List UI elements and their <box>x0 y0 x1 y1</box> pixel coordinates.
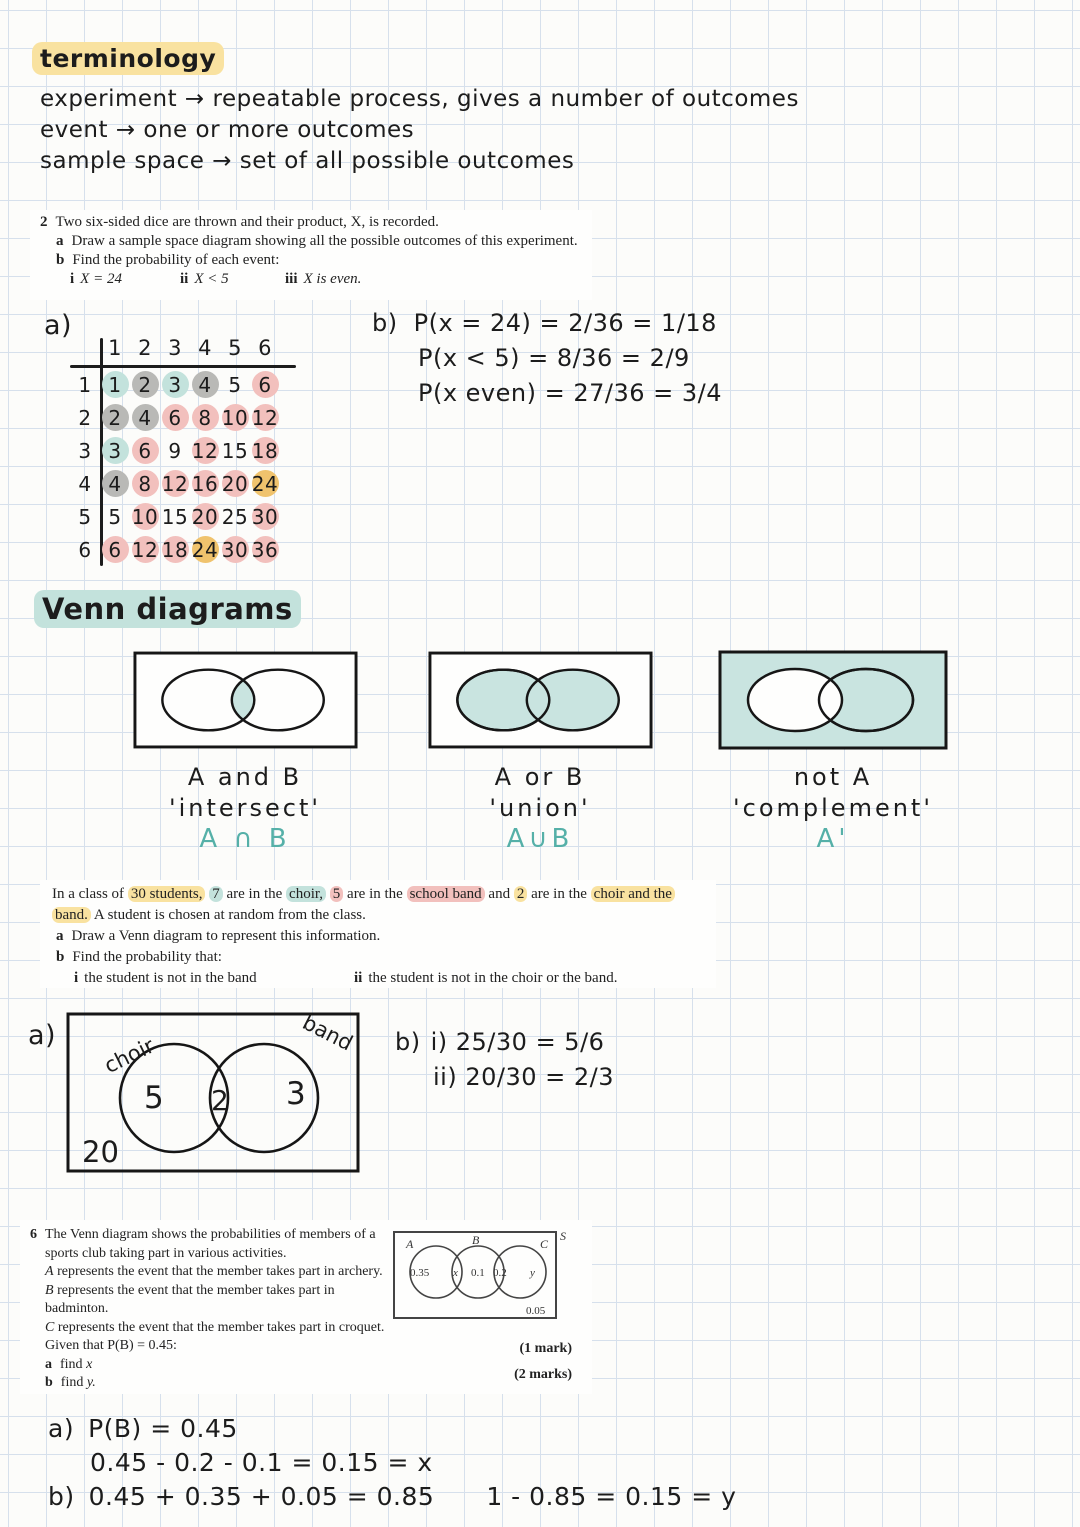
svg-text:y: y <box>530 1267 535 1279</box>
subpart-i-text: X = 24 <box>80 271 122 287</box>
class-part-b <box>52 947 704 968</box>
band-only-count: 3 <box>286 1076 306 1112</box>
svg-text:C: C <box>540 1237 549 1251</box>
cell-value: 12 <box>161 471 189 496</box>
terminology-heading <box>32 44 224 73</box>
cell-value: 8 <box>198 405 212 430</box>
prob-x-24: P(x = 24) = 2/36 = 1/18 <box>413 309 717 337</box>
symbol-complement: A' <box>816 824 850 854</box>
table-col-header: 6 <box>258 336 272 360</box>
table-cell <box>190 467 220 500</box>
table-cell <box>250 401 280 434</box>
answers-b <box>372 306 722 411</box>
q6-part-a <box>30 1356 402 1375</box>
caption-intersect: 'intersect' <box>169 794 321 822</box>
table-col-header: 2 <box>138 336 152 360</box>
subpart-ii-text: X < 5 <box>194 271 229 287</box>
outside-count: 20 <box>82 1135 119 1169</box>
sample-space-table <box>70 368 280 566</box>
q6-statement-a-text: represents the event that the member takes part in archery. <box>53 1264 383 1279</box>
table-cell <box>250 434 280 467</box>
choir-only-count: 5 <box>144 1080 164 1116</box>
q6-statement-b-text: represents the event that the member takes part in <box>53 1282 335 1298</box>
cell-value: 1 <box>108 372 122 397</box>
table-cell <box>130 434 160 467</box>
symbol-intersection: A ∩ B <box>199 824 291 854</box>
table-cell <box>130 500 160 533</box>
table-cell <box>220 368 250 401</box>
question-6-number: 6 <box>30 1227 37 1242</box>
plain-text: are in the <box>222 886 287 902</box>
cell-value: 9 <box>168 438 182 463</box>
cell-value: 2 <box>108 405 122 430</box>
cell-value: 25 <box>221 504 249 529</box>
cell-value: 5 <box>108 504 122 529</box>
plain-text: are in the <box>527 886 591 902</box>
table-cell <box>100 500 130 533</box>
final-answers <box>48 1412 736 1514</box>
q6-intro-line2: sports club taking part in various activities. <box>45 1245 287 1261</box>
cell-value: 5 <box>228 372 242 397</box>
cell-value: 6 <box>258 372 272 397</box>
q6-statement-b <box>30 1282 402 1301</box>
venn-union-caption <box>420 762 660 855</box>
venn-intersect-caption <box>125 762 365 855</box>
note-line-event: event → one or more outcomes <box>40 117 415 143</box>
table-cell <box>100 401 130 434</box>
cell-value: 12 <box>251 405 279 430</box>
class-answers <box>395 1025 614 1095</box>
part-a-text: Draw a sample space diagram showing all the possible outcomes of this experiment. <box>71 233 578 249</box>
table-row <box>70 401 280 434</box>
table-cell <box>190 401 220 434</box>
cell-value: 6 <box>108 537 122 562</box>
cell-value: 36 <box>251 537 279 562</box>
cell-value: 2 <box>138 372 152 397</box>
class-subpart-ii <box>354 968 617 989</box>
class-part-a-text: Draw a Venn diagram to represent this information. <box>71 928 381 944</box>
table-row-header: 1 <box>78 372 92 397</box>
table-cell <box>220 467 250 500</box>
cell-value: 10 <box>131 504 159 529</box>
table-cell <box>220 500 250 533</box>
q6-part-a-label: a <box>45 1356 52 1372</box>
cell-value: 4 <box>108 471 122 496</box>
table-row <box>70 467 280 500</box>
cell-value: 6 <box>138 438 152 463</box>
terminology-heading-highlight: terminology <box>32 42 224 75</box>
q6-statement-c-text: represents the event that the member takes part in croquet. <box>54 1319 385 1335</box>
part-a-label: a <box>56 233 64 249</box>
table-cell <box>190 434 220 467</box>
final-a-pb: P(B) = 0.45 <box>88 1414 238 1443</box>
cell-value: 4 <box>198 372 212 397</box>
cell-value: 24 <box>191 537 219 562</box>
table-cell <box>250 467 280 500</box>
class-answer-i <box>395 1025 614 1060</box>
table-cell <box>190 500 220 533</box>
question-2-part-b <box>40 251 582 270</box>
cell-value: 16 <box>191 471 219 496</box>
venn-heading-highlight: Venn diagrams <box>34 590 301 628</box>
highlighted-text-yellow: 30 students, <box>128 886 206 902</box>
plain-text: In a class of <box>52 886 128 902</box>
venn-answer-label: a) <box>28 1020 57 1051</box>
cell-value: 6 <box>168 405 182 430</box>
question-2-part-a <box>40 232 582 251</box>
final-answer-b-line <box>48 1480 736 1514</box>
subpart-i <box>70 270 180 289</box>
cell-value: 30 <box>251 504 279 529</box>
q6-part-a-text: find x <box>60 1356 93 1372</box>
caption-union: 'union' <box>489 794 591 822</box>
q6-part-b-label: b <box>45 1375 53 1390</box>
table-row <box>70 500 280 533</box>
question-2-subparts <box>40 270 582 289</box>
cell-value: 12 <box>131 537 159 562</box>
table-row <box>70 533 280 566</box>
plain-text: and <box>484 886 514 902</box>
q6-marks-a: (1 mark) <box>519 1341 572 1356</box>
subpart-ii <box>180 270 285 289</box>
q6-intro-row <box>30 1226 402 1245</box>
class-answers-label: b) <box>395 1028 421 1056</box>
table-col-header: 1 <box>108 336 122 360</box>
final-a-label: a) <box>48 1414 75 1443</box>
q6-given: Given that P(B) = 0.45: <box>45 1338 177 1353</box>
table-cell <box>250 533 280 566</box>
note-line-sample-space: sample space → set of all possible outcomes <box>40 148 575 174</box>
venn-complement-caption <box>713 762 953 855</box>
cell-value: 4 <box>138 405 152 430</box>
symbol-union: A∪B <box>506 824 574 854</box>
svg-text:S: S <box>560 1229 566 1243</box>
question-2-intro: Two six-sided dice are thrown and their product, X, is recorded. <box>55 214 439 230</box>
table-cell <box>190 368 220 401</box>
final-answer-a-line2: 0.45 - 0.2 - 0.1 = 0.15 = x <box>90 1448 433 1477</box>
q6-statement-b2 <box>30 1300 402 1319</box>
class-part-a <box>52 926 704 947</box>
table-cell <box>160 500 190 533</box>
table-cell <box>100 467 130 500</box>
venn-intersect-diagram <box>133 650 358 750</box>
note-line-experiment: experiment → repeatable process, gives a number of outcomes <box>40 86 799 112</box>
class-subpart-i <box>74 968 354 989</box>
table-row <box>70 434 280 467</box>
choir-and-band-count: 2 <box>211 1084 229 1117</box>
class-subpart-ii-label: ii <box>354 970 363 986</box>
prob-x-even: P(x even) = 27/36 = 3/4 <box>418 379 722 407</box>
class-question-snippet <box>40 880 716 988</box>
caption-a-or-b: A or B <box>494 763 586 791</box>
table-cell <box>160 434 190 467</box>
q6-part-b-text: find y. <box>60 1375 96 1390</box>
table-row-header: 3 <box>78 438 92 463</box>
cell-value: 30 <box>221 537 249 562</box>
q6-set-a: A <box>45 1264 54 1279</box>
cell-value: 12 <box>191 438 219 463</box>
class-part-b-text: Find the probability that: <box>72 949 222 965</box>
highlighted-text-pink: school band <box>407 886 485 902</box>
answer-b-line1 <box>372 306 722 341</box>
highlighted-text-yellow: 2 <box>514 886 528 902</box>
subpart-iii-text: X is even. <box>303 271 362 287</box>
q6-intro-line1: The Venn diagram shows the probabilities of members of a <box>45 1227 376 1242</box>
answer-a-label: a) <box>44 310 73 341</box>
table-cell <box>100 533 130 566</box>
table-cell <box>220 533 250 566</box>
svg-text:B: B <box>472 1233 480 1247</box>
q6-set-c: C <box>45 1319 55 1335</box>
q6-statement-a <box>30 1263 402 1282</box>
part-b-text: Find the probability of each event: <box>72 252 280 268</box>
table-cell <box>130 401 160 434</box>
answer-b-label: b) <box>372 309 398 337</box>
table-column-headers <box>100 336 280 364</box>
cell-value: 3 <box>168 372 182 397</box>
table-cell <box>160 467 190 500</box>
terminology-notes <box>40 84 799 177</box>
table-row-header: 5 <box>78 504 92 529</box>
class-answer-i-text: i) 25/30 = 5/6 <box>430 1028 605 1056</box>
question-6-snippet <box>20 1220 592 1394</box>
class-part-a-label: a <box>56 928 64 944</box>
cell-value: 18 <box>251 438 279 463</box>
caption-a-and-b: A and B <box>187 763 303 791</box>
q6-probability-venn <box>392 1224 578 1322</box>
cell-value: 24 <box>251 471 279 496</box>
table-row-header: 4 <box>78 471 92 496</box>
table-cell <box>130 368 160 401</box>
subpart-iii <box>285 270 361 289</box>
class-question-line1 <box>52 884 704 905</box>
svg-text:0.35: 0.35 <box>410 1267 430 1279</box>
cell-value: 3 <box>108 438 122 463</box>
subpart-i-label: i <box>70 271 75 287</box>
table-cell <box>160 401 190 434</box>
cell-value: 18 <box>161 537 189 562</box>
table-cell <box>100 434 130 467</box>
class-subparts <box>52 968 704 989</box>
caption-not-a: not A <box>793 763 873 791</box>
plain-text: A student is chosen at random from the class. <box>90 907 366 923</box>
part-b-label: b <box>56 252 65 268</box>
table-row-header: 6 <box>78 537 92 562</box>
class-answer-ii: ii) 20/30 = 2/3 <box>433 1063 614 1091</box>
class-subpart-i-label: i <box>74 970 79 986</box>
q6-set-b: B <box>45 1282 54 1298</box>
table-cell <box>100 368 130 401</box>
table-cell <box>250 500 280 533</box>
table-cell <box>160 533 190 566</box>
final-b-sum: 0.45 + 0.35 + 0.05 = 0.85 <box>88 1482 435 1511</box>
q6-part-b <box>30 1374 402 1393</box>
table-col-header: 5 <box>228 336 242 360</box>
cell-value: 15 <box>221 438 249 463</box>
venn-heading <box>34 592 301 626</box>
class-question-line2 <box>52 905 704 926</box>
highlighted-text-yellow: choir and the <box>591 886 675 902</box>
question-2-snippet <box>30 210 592 300</box>
cell-value: 8 <box>138 471 152 496</box>
cell-value: 20 <box>221 471 249 496</box>
table-cell <box>130 533 160 566</box>
table-cell <box>130 467 160 500</box>
choir-band-venn <box>66 1010 360 1175</box>
cell-value: 10 <box>221 405 249 430</box>
class-part-b-label: b <box>56 949 65 965</box>
svg-text:x: x <box>453 1267 458 1279</box>
q6-statement-b2-text: badminton. <box>45 1301 109 1316</box>
final-answer-a-line1 <box>48 1412 736 1446</box>
table-cell <box>220 434 250 467</box>
svg-text:A: A <box>406 1237 414 1251</box>
svg-text:0.05: 0.05 <box>526 1305 546 1317</box>
svg-text:0.2: 0.2 <box>493 1267 507 1279</box>
table-cell <box>250 368 280 401</box>
choir-set-label: choir <box>100 1033 158 1079</box>
q6-marks-b: (2 marks) <box>514 1367 572 1382</box>
q6-statement-c <box>30 1319 402 1338</box>
caption-complement: 'complement' <box>733 794 933 822</box>
class-subpart-i-text: the student is not in the band <box>84 970 257 986</box>
highlighted-text-teal: choir, <box>286 886 326 902</box>
cell-value: 15 <box>161 504 189 529</box>
table-cell <box>220 401 250 434</box>
question-6-text <box>30 1226 402 1393</box>
table-col-header: 4 <box>198 336 212 360</box>
venn-complement-diagram <box>718 650 948 750</box>
final-b-label: b) <box>48 1482 75 1511</box>
svg-text:0.1: 0.1 <box>471 1267 485 1279</box>
question-2-number: 2 <box>40 214 48 230</box>
highlighted-text-yellow: band. <box>52 907 91 923</box>
highlighted-text-teal: 7 <box>209 886 223 902</box>
table-col-header: 3 <box>168 336 182 360</box>
band-set-label: band <box>298 1010 357 1056</box>
table-row <box>70 368 280 401</box>
question-2-intro-row <box>40 213 582 232</box>
subpart-iii-label: iii <box>285 271 298 287</box>
cell-value: 20 <box>191 504 219 529</box>
class-subpart-ii-text: the student is not in the choir or the band. <box>368 970 618 986</box>
table-cell <box>160 368 190 401</box>
table-row-header: 2 <box>78 405 92 430</box>
plain-text: are in the <box>343 886 407 902</box>
highlighted-text-pink: 5 <box>330 886 344 902</box>
venn-union-diagram <box>428 650 653 750</box>
final-b-y: 1 - 0.85 = 0.15 = y <box>486 1482 737 1511</box>
prob-x-lt5: P(x < 5) = 8/36 = 2/9 <box>418 344 690 372</box>
table-cell <box>190 533 220 566</box>
subpart-ii-label: ii <box>180 271 189 287</box>
